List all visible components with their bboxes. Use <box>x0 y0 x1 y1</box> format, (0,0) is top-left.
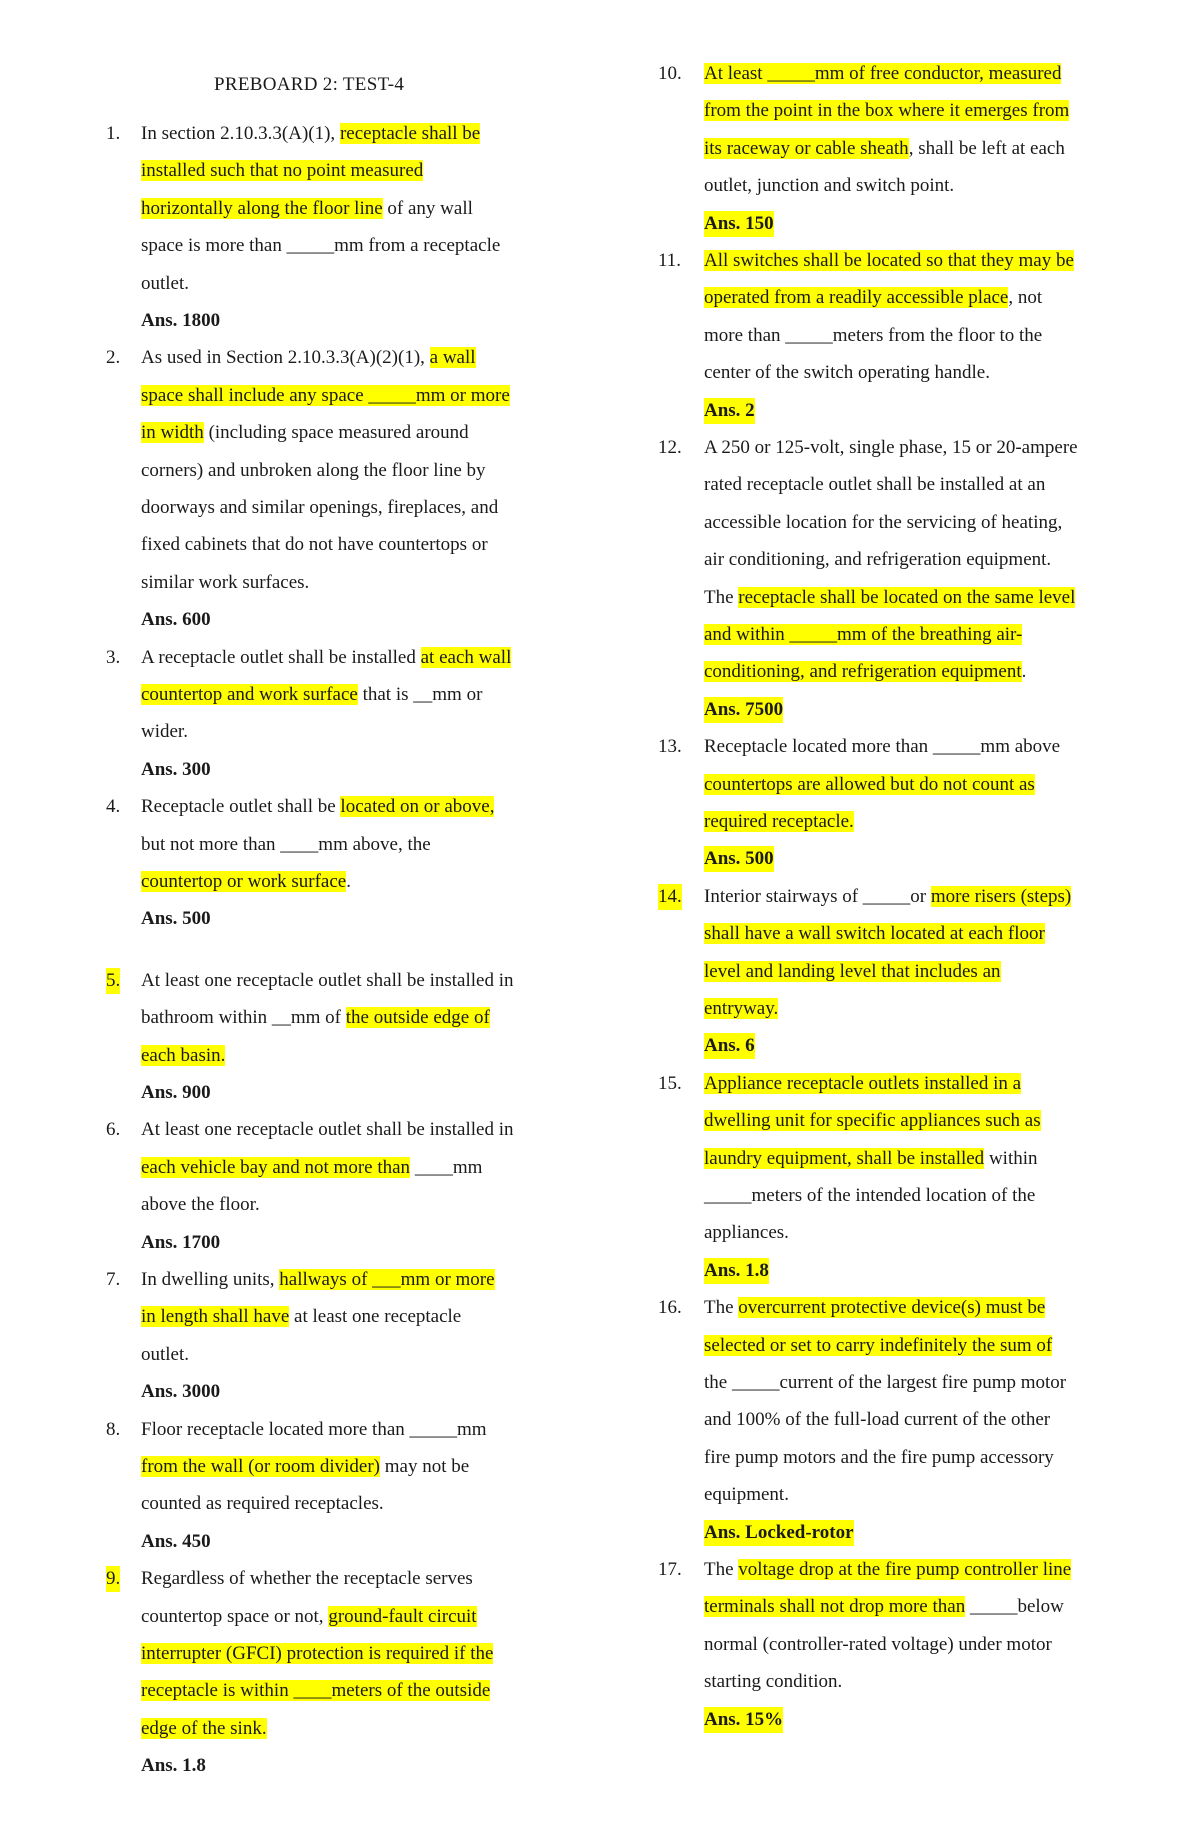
question-text: accessible location for the servicing of heating, <box>704 511 1063 533</box>
question-text-line <box>704 884 1071 910</box>
question-text: may not be <box>380 1456 470 1477</box>
question-number: 17. <box>658 1559 682 1580</box>
question-text-line <box>704 1669 842 1695</box>
highlighted-text: interrupter (GFCI) protection is required if the <box>141 1643 494 1664</box>
highlighted-text: and within _____mm of the breathing air- <box>704 624 1023 645</box>
question-text: , shall be left at each <box>908 137 1065 159</box>
question-text-line <box>704 659 1026 685</box>
question-text-line <box>141 1342 189 1368</box>
question-text-line <box>141 682 482 708</box>
question-text-line <box>141 832 431 858</box>
question-text-line <box>141 1566 473 1592</box>
question-text: Receptacle outlet shall be <box>141 796 341 818</box>
question-text: appliances. <box>704 1222 789 1244</box>
question-text-line <box>141 1417 487 1443</box>
highlighted-text: at each wall <box>420 646 512 668</box>
question-text-line <box>704 547 1051 573</box>
highlighted-text: receptacle is within ____meters of the outside <box>141 1680 491 1702</box>
question-text-line <box>141 719 188 745</box>
question-text-line <box>704 585 1075 611</box>
question-text: more than _____meters from the floor to the <box>704 324 1043 346</box>
highlighted-text: countertop or work surface <box>141 871 347 892</box>
question-text-line <box>141 1192 260 1218</box>
question-text-line <box>141 869 351 895</box>
question-text-line <box>141 495 498 521</box>
question-text: As used in Section 2.10.3.3(A)(2)(1), <box>141 347 430 369</box>
highlighted-text: entryway. <box>704 998 779 1019</box>
question-number: 15. <box>658 1072 682 1094</box>
question-text-line <box>704 1594 1064 1620</box>
question-text: At least one receptacle outlet shall be installed in <box>141 1119 514 1141</box>
question-text-line <box>704 323 1042 349</box>
question-text: In section 2.10.3.3(A)(1), <box>141 123 340 144</box>
highlighted-text: a wall <box>429 347 476 369</box>
question-text: rated receptacle outlet shall be installed at an <box>704 474 1046 496</box>
question-text: Floor receptacle located more than _____mm <box>141 1418 487 1440</box>
question-text: air conditioning, and refrigeration equipment. <box>704 549 1052 571</box>
question-text-line <box>704 772 1035 798</box>
answer-text: Ans. 600 <box>141 609 211 631</box>
highlighted-text: its raceway or cable sheath <box>704 137 909 159</box>
question-text: bathroom within __mm of <box>141 1007 346 1029</box>
question-number: 8. <box>106 1418 121 1440</box>
question-text-line <box>704 435 1078 461</box>
question-text-line <box>141 1304 461 1330</box>
question-text-line <box>704 1482 789 1508</box>
highlighted-text: from the point in the box where it emerges from <box>704 100 1070 122</box>
question-text: and 100% of the full-load current of the other <box>704 1409 1051 1431</box>
question-text: starting condition. <box>704 1671 843 1693</box>
question-text: fire pump motors and the fire pump accessory <box>704 1446 1054 1468</box>
highlighted-text: installed such that no point measured <box>141 160 424 182</box>
question-text-line <box>704 173 954 199</box>
question-number: 7. <box>106 1269 121 1290</box>
answer-text: Ans. 900 <box>141 1082 211 1103</box>
answer-text: Ans. 2 <box>704 398 755 424</box>
question-text-line <box>704 809 854 835</box>
question-text-line <box>704 1108 1041 1134</box>
question-text-line <box>704 136 1065 162</box>
question-text: _____meters of the intended location of the <box>704 1185 1036 1206</box>
highlighted-text: dwelling unit for specific appliances such as <box>704 1110 1041 1132</box>
question-text-line <box>704 996 778 1022</box>
question-text: center of the switch operating handle. <box>704 362 990 384</box>
question-number: 4. <box>106 796 121 818</box>
question-text-line <box>141 233 500 259</box>
highlighted-text: selected or set to carry indefinitely the sum of <box>704 1334 1053 1356</box>
question-text-line <box>704 1146 1038 1172</box>
highlighted-text: operated from a readily accessible place <box>704 287 1009 309</box>
question-text: At least one receptacle outlet shall be installed in <box>141 969 514 991</box>
highlighted-text: in width <box>141 422 204 444</box>
highlighted-text: At least _____mm of free conductor, measured <box>704 63 1062 84</box>
question-text-line <box>704 1370 1066 1396</box>
question-text-line <box>704 1183 1035 1209</box>
question-text-line <box>704 1445 1054 1471</box>
question-text-line <box>704 285 1042 311</box>
answer-text: Ans. 1700 <box>141 1231 221 1253</box>
question-text: the _____current of the largest fire pump motor <box>704 1372 1067 1393</box>
question-text-line <box>141 1117 513 1143</box>
question-text-line <box>141 271 189 297</box>
answer-text: Ans. 1.8 <box>704 1258 769 1284</box>
question-number: 5. <box>106 968 120 994</box>
highlighted-text: laundry equipment, shall be installed <box>704 1147 985 1169</box>
answer-text: Ans. 500 <box>704 846 774 872</box>
highlighted-text: located on or above, <box>340 796 495 818</box>
question-text: countertop space or not, <box>141 1605 329 1627</box>
question-number: 13. <box>658 736 682 758</box>
question-text: within <box>984 1147 1038 1169</box>
question-text-line <box>141 1043 225 1069</box>
highlighted-text: receptacle shall be <box>339 123 481 144</box>
highlighted-text: each vehicle bay and not more than <box>141 1156 411 1178</box>
answer-text: Ans. 1.8 <box>141 1755 206 1777</box>
question-text: Receptacle located more than _____mm above <box>704 736 1061 758</box>
question-text: (including space measured around <box>203 422 469 444</box>
highlighted-text: required receptacle. <box>704 811 854 832</box>
question-text-line <box>141 458 486 484</box>
question-text-line <box>704 921 1045 947</box>
question-text: outlet, junction and switch point. <box>704 175 955 197</box>
highlighted-text: Appliance receptacle outlets installed in a <box>704 1072 1022 1094</box>
question-text: above the floor. <box>141 1194 260 1216</box>
question-text: The <box>704 1559 739 1580</box>
question-text-line <box>141 1454 469 1480</box>
question-text-line <box>141 1678 490 1704</box>
answer-text: Ans. 15% <box>704 1707 783 1733</box>
question-text: at least one receptacle <box>289 1306 462 1328</box>
question-text-line <box>141 1267 495 1293</box>
question-number: 9. <box>106 1566 120 1592</box>
highlighted-text: each basin. <box>141 1044 226 1066</box>
highlighted-text: from the wall (or room divider) <box>141 1456 381 1477</box>
question-text-line <box>704 248 1074 274</box>
highlighted-text: ground-fault circuit <box>328 1605 477 1627</box>
question-text: The <box>704 586 739 608</box>
highlighted-text: in length shall have <box>141 1306 290 1328</box>
question-text-line <box>704 98 1069 124</box>
answer-text: Ans. 3000 <box>141 1381 221 1403</box>
question-text: Interior stairways of _____or <box>704 885 931 907</box>
question-text: counted as required receptacles. <box>141 1493 384 1515</box>
question-text-line <box>141 1641 493 1667</box>
question-text-line <box>704 61 1061 87</box>
question-text: that is __mm or <box>357 684 483 705</box>
question-text: Regardless of whether the receptacle serves <box>141 1568 473 1590</box>
highlighted-text: edge of the sink. <box>141 1717 267 1739</box>
question-text: normal (controller-rated voltage) under motor <box>704 1633 1052 1655</box>
question-text-line <box>141 121 480 147</box>
highlighted-text: overcurrent protective device(s) must be <box>738 1297 1046 1319</box>
question-text-line <box>704 1407 1050 1433</box>
question-text-line <box>704 472 1045 498</box>
question-text-line <box>141 420 469 446</box>
question-text-line <box>704 510 1062 536</box>
question-text-line <box>704 1333 1052 1359</box>
question-text: . <box>346 871 351 892</box>
answer-text: Ans. 150 <box>704 211 774 237</box>
question-number: 11. <box>658 250 682 271</box>
highlighted-text: level and landing level that includes an <box>704 960 1001 982</box>
question-text-line <box>704 1295 1045 1321</box>
question-text: of any wall <box>382 197 473 219</box>
question-number: 2. <box>106 347 121 369</box>
highlighted-text: countertop and work surface <box>141 684 358 705</box>
question-text-line <box>141 345 476 371</box>
question-text-line <box>704 1071 1021 1097</box>
question-text-line <box>141 1604 477 1630</box>
question-text: _____below <box>965 1596 1064 1618</box>
question-text-line <box>141 794 494 820</box>
question-text-line <box>704 1557 1071 1583</box>
question-text-line <box>141 1716 267 1742</box>
highlighted-text: shall have a wall switch located at each floor <box>704 923 1045 945</box>
question-text-line <box>141 383 510 409</box>
question-text: fixed cabinets that do not have countertops or <box>141 534 488 556</box>
highlighted-text: space shall include any space _____mm or more <box>141 384 510 406</box>
answer-text: Ans. 500 <box>141 908 211 930</box>
question-text: but not more than ____mm above, the <box>141 833 431 855</box>
question-text: space is more than _____mm from a receptacle <box>141 235 501 257</box>
question-text-line <box>141 570 309 596</box>
question-text-line <box>141 968 513 994</box>
question-text-line <box>141 158 423 184</box>
question-text-line <box>704 1632 1052 1658</box>
question-number: 3. <box>106 646 121 668</box>
highlighted-text: voltage drop at the fire pump controller line <box>738 1559 1072 1580</box>
question-text-line <box>704 1220 789 1246</box>
question-text-line <box>141 196 473 222</box>
answer-text: Ans. 6 <box>704 1033 755 1059</box>
question-number: 1. <box>106 123 121 144</box>
highlighted-text: countertops are allowed but do not count as <box>704 773 1035 795</box>
question-text-line <box>141 645 511 671</box>
question-text-line <box>141 1005 490 1031</box>
answer-text: Ans. 1800 <box>141 310 221 331</box>
page-title: PREBOARD 2: TEST-4 <box>214 74 405 95</box>
question-number: 12. <box>658 437 682 458</box>
question-number: 6. <box>106 1119 121 1141</box>
question-text: outlet. <box>141 272 190 294</box>
highlighted-text: more risers (steps) <box>930 885 1072 907</box>
answer-text: Ans. 300 <box>141 758 211 780</box>
question-text: The <box>704 1297 739 1319</box>
question-number: 14. <box>658 884 682 910</box>
answer-text: Ans. Locked-rotor <box>704 1520 854 1546</box>
question-text-line <box>704 360 990 386</box>
answer-text: Ans. 450 <box>141 1530 211 1552</box>
question-text-line <box>141 1155 482 1181</box>
highlighted-text: hallways of ___mm or more <box>279 1269 495 1290</box>
highlighted-text: conditioning, and refrigeration equipment <box>704 661 1022 683</box>
question-text-line <box>141 532 488 558</box>
question-text: In dwelling units, <box>141 1269 280 1290</box>
answer-text: Ans. 7500 <box>704 697 783 723</box>
question-text-line <box>141 1491 384 1517</box>
question-text-line <box>704 734 1060 760</box>
question-text-line <box>704 622 1022 648</box>
question-number: 16. <box>658 1297 682 1319</box>
highlighted-text: receptacle shall be located on the same level <box>738 586 1076 608</box>
highlighted-text: horizontally along the floor line <box>141 197 383 219</box>
question-text: similar work surfaces. <box>141 571 310 593</box>
question-text: equipment. <box>704 1484 789 1506</box>
question-text: outlet. <box>141 1343 190 1365</box>
question-text: corners) and unbroken along the floor line by <box>141 459 486 481</box>
question-number: 10. <box>658 63 682 84</box>
question-text: ____mm <box>410 1156 483 1178</box>
question-text-line <box>704 959 1001 985</box>
question-text: A 250 or 125-volt, single phase, 15 or 20-ampere <box>704 437 1078 458</box>
highlighted-text: terminals shall not drop more than <box>704 1596 966 1618</box>
question-text: . <box>1021 661 1027 683</box>
highlighted-text: the outside edge of <box>345 1007 490 1029</box>
question-text: wider. <box>141 721 188 743</box>
question-text: A receptacle outlet shall be installed <box>141 646 421 668</box>
highlighted-text: All switches shall be located so that they may be <box>704 250 1074 271</box>
question-text: , not <box>1008 287 1043 309</box>
question-text: doorways and similar openings, fireplaces, and <box>141 497 499 518</box>
